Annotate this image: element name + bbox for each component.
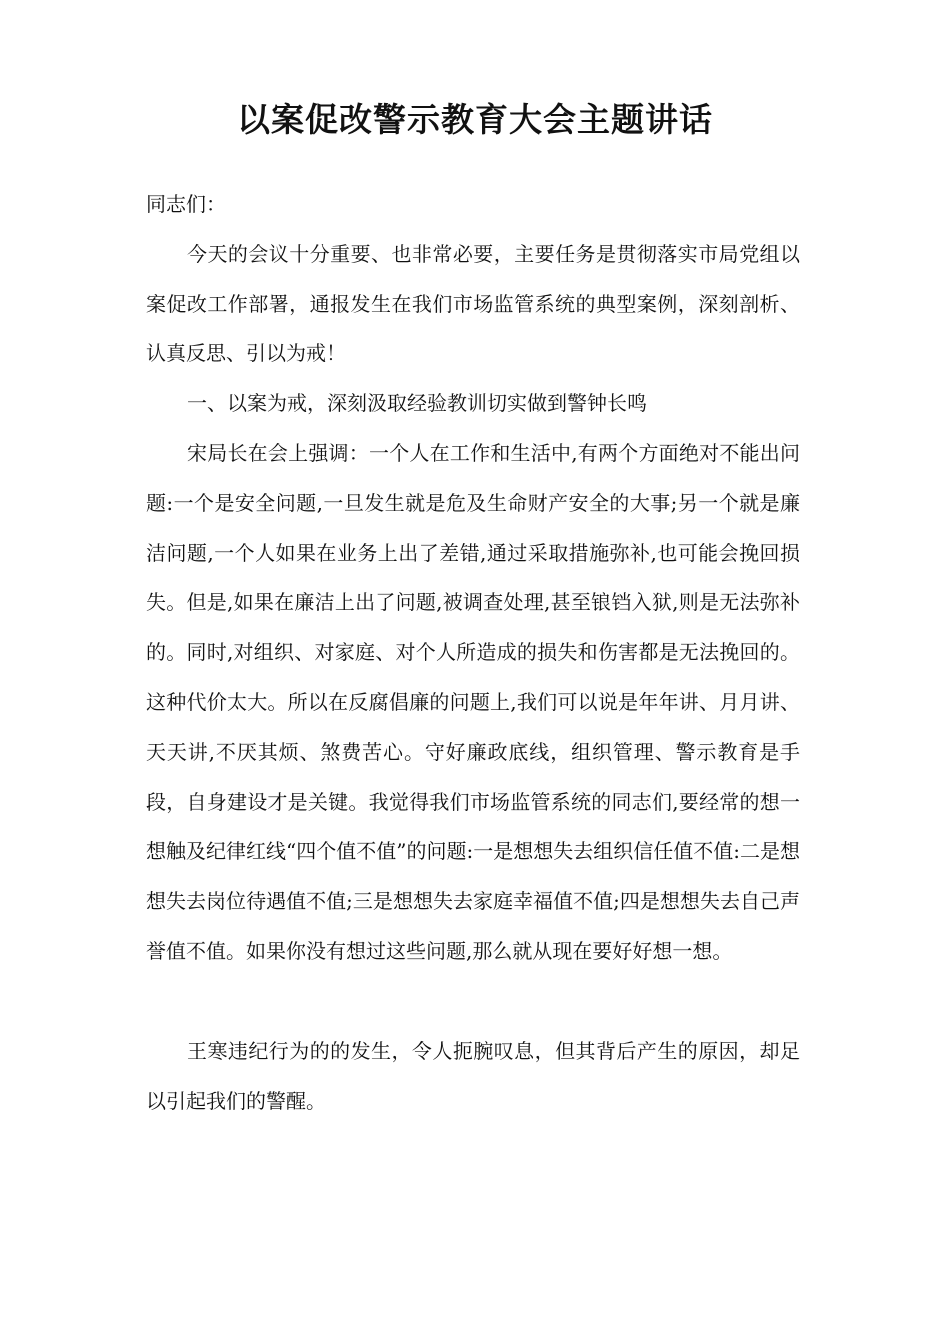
paragraph-intro: 今天的会议十分重要、也非常必要，主要任务是贯彻落实市局党组以案促改工作部署，通报发生在我们市场监管系统的典型案例，深刻剖析、认真反思、引以为戒！: [146, 241, 800, 366]
paragraph-closing: 王寒违纪行为的的发生，令人扼腕叹息，但其背后产生的原因，却足以引起我们的警醒。: [146, 1038, 800, 1113]
paragraph-gap: [146, 977, 800, 1027]
document-body: [146, 180, 800, 1126]
paragraph-main: 宋局长在会上强调：一个人在工作和生活中,有两个方面绝对不能出问题:一个是安全问题,一旦发生就是危及生命财产安全的大事;另一个就是廉洁问题,一个人如果在业务上出了差错,通过采取措施弥补,也可能会挽回损失。但是,如果在廉洁上出了问题,被调查处理,甚至锒铛入狱,则是无法弥补的。同时,对组织、对家庭、对个人所造成的损失和伤害都是无法挽回的。这种代价太大。所以在反腐倡廉的问题上,我们可以说是年年讲、月月讲、天天讲,不厌其烦、煞费苦心。守好廉政底线，组织管理、警示教育是手段，自身建设才是关键。我觉得我们市场监管系统的同志们,要经常的想一想触及纪律红线“四个值不值”的问题:一是想想失去组织信任值不值:二是想想失去岗位待遇值不值;三是想想失去家庭幸福值不值;四是想想失去自己声誉值不值。如果你没有想过这些问题,那么就从现在要好好想一想。: [146, 440, 800, 963]
document-title: 以案促改警示教育大会主题讲话: [237, 100, 713, 139]
section-heading: 一、以案为戒，深刻汲取经验教训切实做到警钟长鸣: [187, 391, 647, 416]
salutation: 同志们：: [146, 192, 226, 216]
